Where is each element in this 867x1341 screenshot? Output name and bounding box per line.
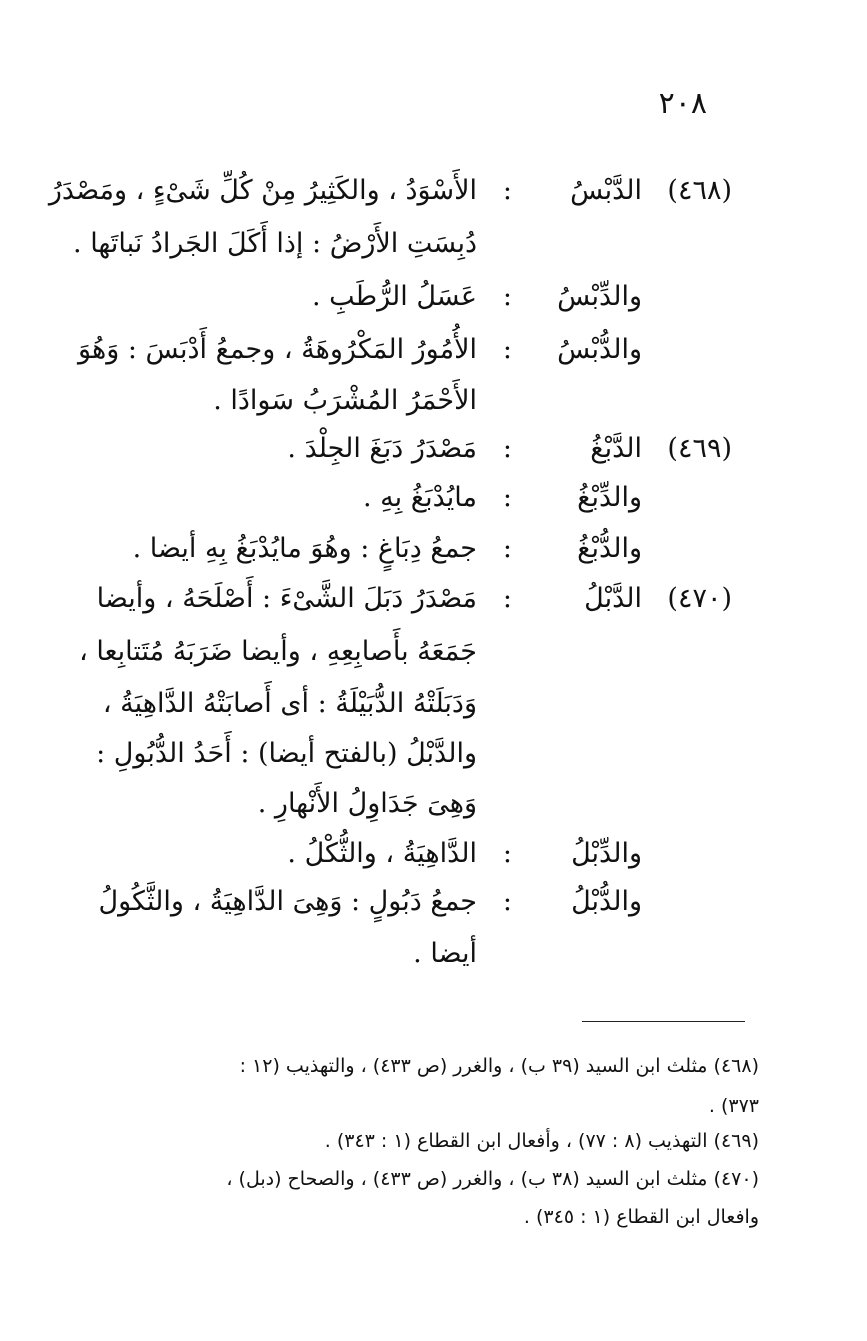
definition: جمعُ دِبَاغٍ : وهُوَ مايُدْبَغُ بِهِ أيضا . bbox=[132, 533, 477, 564]
definition: الأَسْوَدُ ، والكَثِيرُ مِنْ كُلِّ شَىْءٍ ، ومَصْدَرُ bbox=[48, 175, 477, 206]
separator-colon: : bbox=[502, 583, 512, 614]
entry-468 bbox=[48, 175, 732, 225]
entry-470 bbox=[82, 583, 732, 633]
footnote-separator bbox=[582, 1021, 745, 1022]
footnote-468-continuation: ٣٧٣) . bbox=[708, 1095, 759, 1117]
separator-colon: : bbox=[502, 433, 512, 464]
footnote-470-continuation: وافعال ابن القطاع (١ : ٣٤٥) . bbox=[523, 1206, 759, 1228]
definition: مَصْدَرُ دَبَلَ الشَّىْءَ : أَصْلَحَهُ ، وأيضا bbox=[96, 583, 477, 614]
definition: عَسَلُ الرُّطَبِ . bbox=[311, 281, 477, 312]
entry-dibs bbox=[82, 281, 732, 331]
footnote-469: (٤٦٩) التهذيب (٨ : ٧٧) ، وأفعال ابن القطاع (١ : ٣٤٣) . bbox=[324, 1130, 759, 1152]
entry-dubs bbox=[78, 334, 732, 384]
separator-colon: : bbox=[502, 281, 512, 312]
definition: الدَّاهِيَةُ ، والثُّكْلُ . bbox=[287, 838, 477, 869]
entry-number: (٤٦٩) bbox=[667, 433, 732, 464]
separator-colon: : bbox=[502, 533, 512, 564]
headword: والدُّبْسُ bbox=[557, 334, 642, 365]
page-number: ٢٠٨ bbox=[658, 86, 707, 121]
headword: الدَّبْسُ bbox=[570, 175, 642, 206]
headword: الدَّبْلُ bbox=[584, 583, 642, 614]
entry-469 bbox=[82, 433, 732, 483]
headword: الدَّبْغُ bbox=[590, 433, 642, 464]
definition: جمعُ دَبُولٍ : وَهِىَ الدَّاهِيَةُ ، والثَّكُولُ bbox=[98, 886, 477, 917]
entry-dibl bbox=[82, 838, 732, 888]
headword: والدُّبْلُ bbox=[571, 886, 642, 917]
separator-colon: : bbox=[502, 334, 512, 365]
definition: مايُدْبَغُ بِهِ . bbox=[363, 482, 477, 513]
definition-continuation: الأَحْمَرُ المُشْرَبُ سَوادًا . bbox=[213, 385, 477, 416]
headword: والدِّبْغُ bbox=[577, 482, 642, 513]
entry-number: (٤٧٠) bbox=[667, 583, 732, 614]
definition-continuation: دُبِسَتِ الأَرْضُ : إذا أَكَلَ الجَرادُ نَباتَها . bbox=[73, 228, 477, 259]
definition-continuation: جَمَعَهُ بأَصابِعِهِ ، وأيضا ضَرَبَهُ مُتَتابِعا ، bbox=[79, 636, 477, 667]
separator-colon: : bbox=[502, 175, 512, 206]
entry-dibgh bbox=[82, 482, 732, 532]
headword: والدِّبْلُ bbox=[571, 838, 642, 869]
footnote-468: (٤٦٨) مثلث ابن السيد (٣٩ ب) ، والغرر (ص ٤٣٣) ، والتهذيب (١٢ : bbox=[239, 1055, 759, 1077]
footnote-470: (٤٧٠) مثلث ابن السيد (٣٨ ب) ، والغرر (ص ٤٣٣) ، والصحاح (دبل) ، bbox=[226, 1168, 759, 1190]
entry-dubgh bbox=[82, 533, 732, 583]
separator-colon: : bbox=[502, 838, 512, 869]
separator-colon: : bbox=[502, 482, 512, 513]
definition-continuation: والدَّبْلُ (بالفتح أيضا) : أَحَدُ الدُّبُولِ : bbox=[96, 738, 477, 769]
entry-number: (٤٦٨) bbox=[667, 175, 732, 206]
definition-continuation: وَهِىَ جَدَاوِلُ الأَنْهارِ . bbox=[257, 788, 477, 819]
headword: والدُّبْغُ bbox=[577, 533, 642, 564]
definition: الأُمُورُ المَكْرُوهَةُ ، وجمعُ أَدْبَسَ : وَهُوَ bbox=[78, 334, 477, 365]
definition: مَصْدَرُ دَبَغَ الجِلْدَ . bbox=[287, 433, 477, 464]
entry-dubl bbox=[82, 886, 732, 936]
definition-continuation: أيضا . bbox=[413, 938, 477, 969]
definition-continuation: وَدَبَلَتْهُ الدُّبَيْلَةُ : أى أَصابَتْهُ الدَّاهِيَةُ ، bbox=[102, 688, 477, 719]
separator-colon: : bbox=[502, 886, 512, 917]
headword: والدِّبْسُ bbox=[557, 281, 642, 312]
